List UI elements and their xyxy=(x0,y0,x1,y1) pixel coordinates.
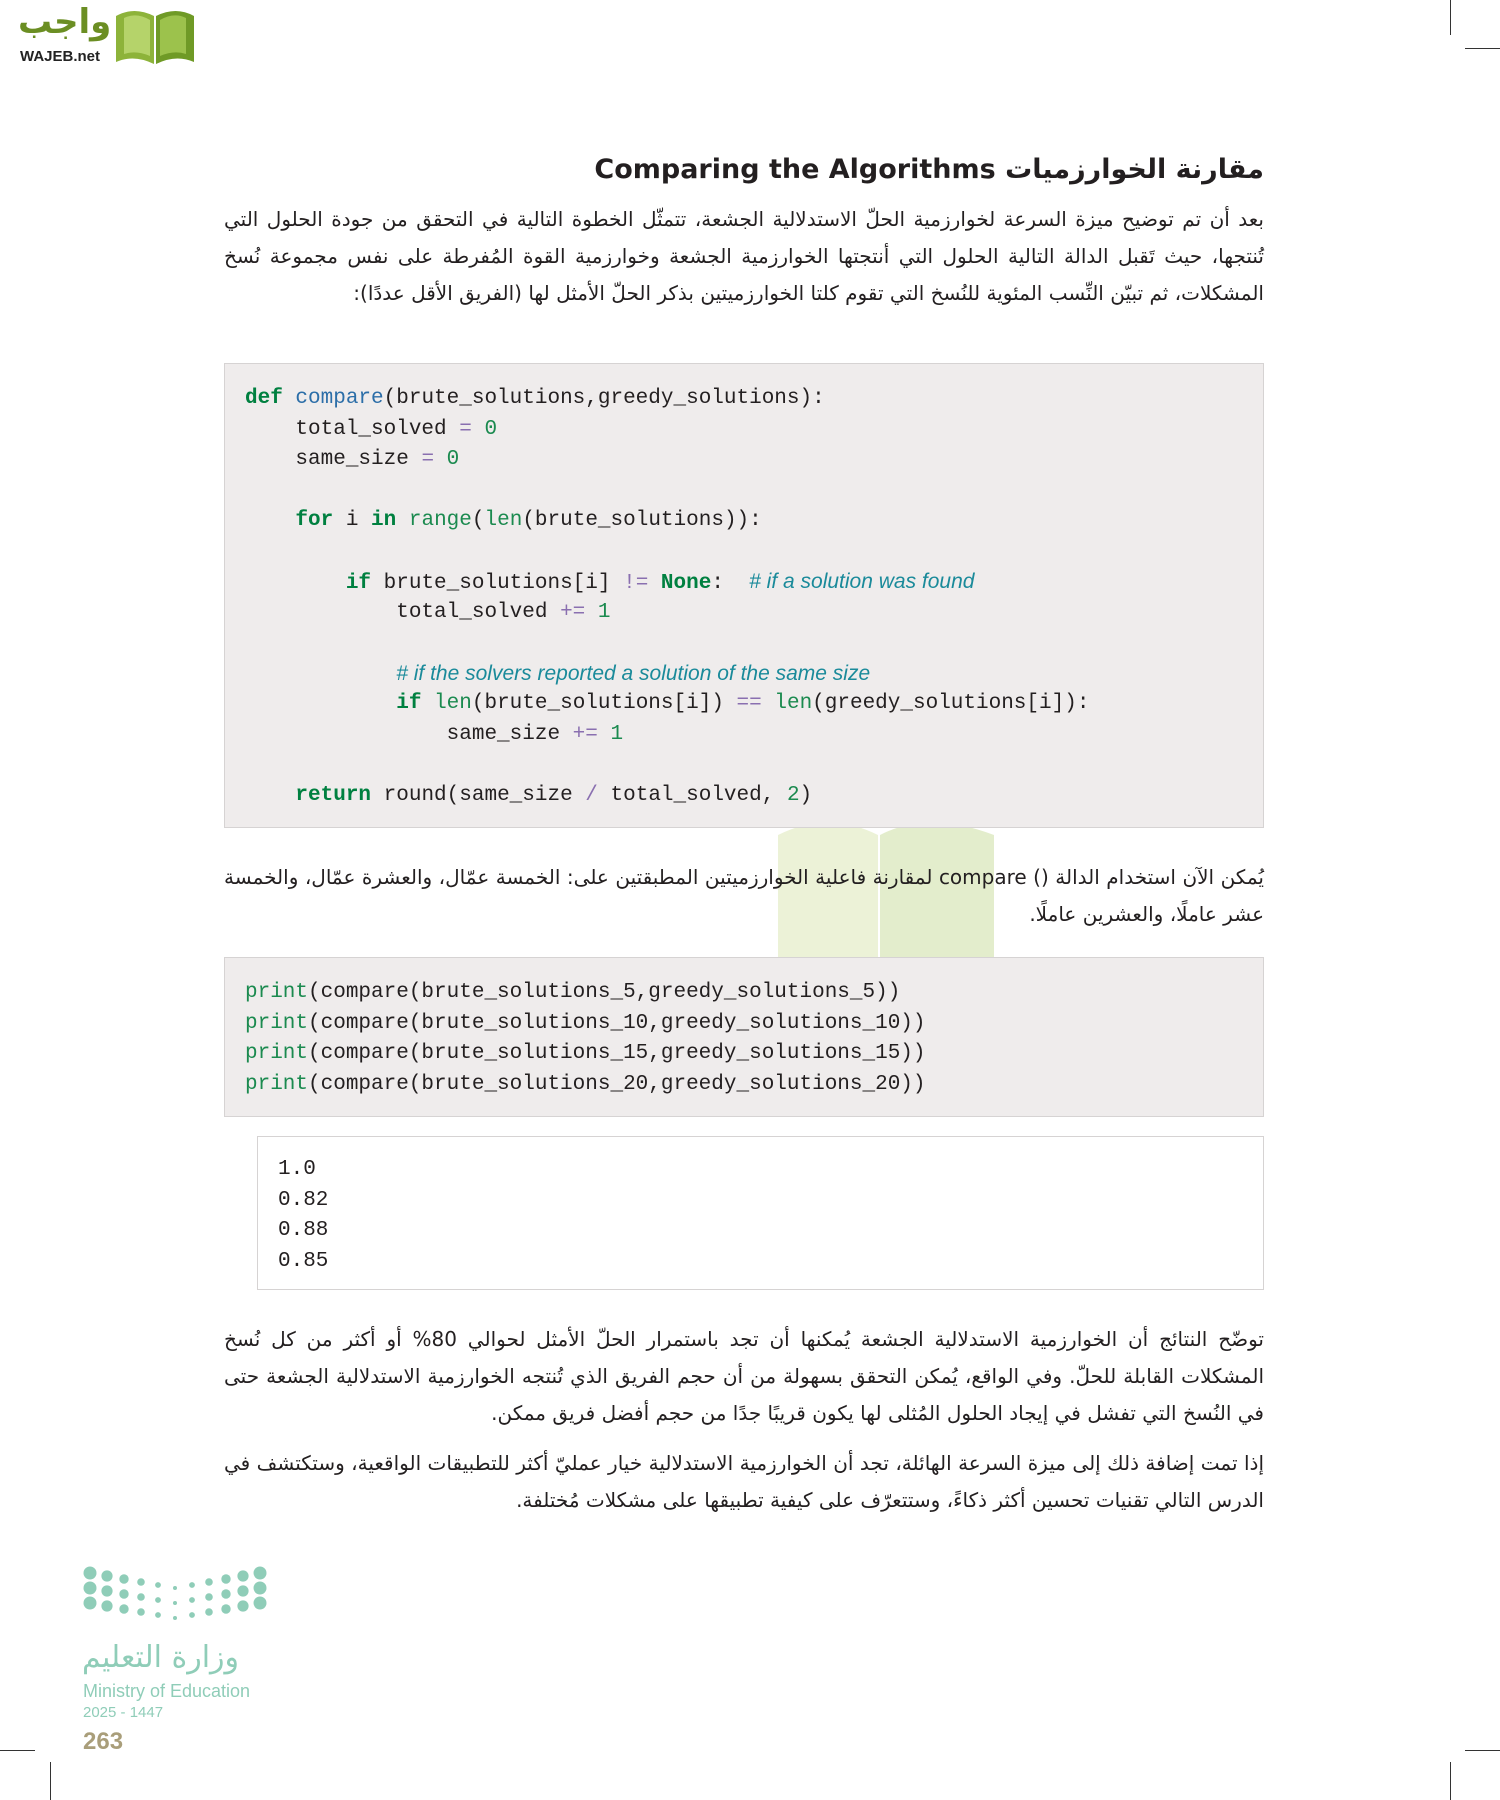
code-token-kw: in xyxy=(371,509,397,532)
code-token-kw: if xyxy=(396,692,422,715)
code-token-tx: : xyxy=(711,572,750,595)
code-token-num: 0 xyxy=(446,448,460,471)
logo-dot xyxy=(119,1589,128,1598)
code-line xyxy=(245,689,1263,720)
logo-dot xyxy=(119,1604,128,1613)
output-line: 0.88 xyxy=(278,1219,329,1242)
code-token-tx: brute_solutions[i] xyxy=(371,572,624,595)
crop-mark xyxy=(1450,0,1451,35)
section-heading: مقارنة الخوارزميات Comparing the Algorithms xyxy=(594,154,1264,185)
code-token-tx: (brute_solutions[i]) xyxy=(471,692,737,715)
code-token-kw: if xyxy=(345,572,372,595)
code-token-tx xyxy=(396,509,409,532)
code-token-tx xyxy=(585,601,598,624)
logo-dot xyxy=(137,1578,145,1586)
intro-paragraph: بعد أن تم توضيح ميزة السرعة لخوارزمية الحلّ الاستدلالية الجشعة، تتمثّل الخطوة التالية في التحقق من جودة الحلول التي تُنتجها، حيث تَقبل الدالة التالية الحلول التي أنتجتها الخوارزمية الجشعة وخوارزمية القوة المُفرطة على نفس مجموعة نُسخ المشكلات، ثم تبيّن النِّسب المئوية للنُسخ التي تقوم كلتا الخوارزميتين بذكر الحلّ الأمثل لها (الفريق الأقل عددًا): xyxy=(224,207,1264,305)
output-block xyxy=(257,1136,1264,1290)
code-token-tx xyxy=(421,692,434,715)
code-token-tx: same_size xyxy=(245,448,422,471)
logo-dot xyxy=(237,1600,248,1611)
logo-dot xyxy=(155,1582,161,1588)
logo-dot xyxy=(173,1616,177,1620)
crop-mark xyxy=(0,1750,35,1751)
logo-dot xyxy=(101,1570,112,1581)
logo-dot xyxy=(221,1574,230,1583)
code-token-tx xyxy=(648,572,661,595)
code-token-tx: total_solved xyxy=(245,600,561,624)
ministry-name-arabic: وزارة التعليم xyxy=(82,1640,240,1675)
code-token-tx: ( xyxy=(471,509,485,532)
code-line xyxy=(245,720,1263,751)
code-token-fn: compare xyxy=(295,387,384,410)
code-token-bi: print xyxy=(245,1011,309,1035)
code-line xyxy=(245,445,1263,476)
logo-dot xyxy=(173,1586,177,1590)
code-token-op: += xyxy=(560,600,586,624)
code-token-tx: same_size xyxy=(245,722,573,746)
logo-dot xyxy=(173,1601,177,1605)
code-line xyxy=(245,476,1263,507)
code-token-num: 2 xyxy=(786,783,800,807)
code-line xyxy=(245,750,1263,781)
code-token-bi: len xyxy=(484,509,523,532)
logo-dot xyxy=(254,1597,267,1610)
conclusion-paragraph: إذا تمت إضافة ذلك إلى ميزة السرعة الهائلة، تجد أن الخوارزمية الاستدلالية خيار عمليّ أكثر للتطبيقات الواقعية، وستكتشف في الدرس التالي تقنيات تحسين أكثر ذكاءً، وستتعرّف على كيفية تطبيقها على مشكلات مُختلفة. xyxy=(224,1451,1264,1512)
code-token-tx: round(same_size xyxy=(371,783,586,807)
logo-dot xyxy=(205,1608,213,1616)
code-token-tx xyxy=(762,692,775,715)
code-token-bi: range xyxy=(408,509,472,532)
code-line xyxy=(245,1070,1263,1101)
page-content xyxy=(224,150,1264,1519)
code-token-bi: print xyxy=(245,981,309,1004)
code-token-cm: # if the solvers reported a solution of the same size xyxy=(396,661,871,685)
code-token-op: == xyxy=(736,692,762,715)
code-token-tx: (compare(brute_solutions_10,greedy_solutions_10)) xyxy=(308,1011,926,1035)
crop-mark xyxy=(50,1762,51,1800)
logo-dot xyxy=(189,1582,195,1588)
code-line xyxy=(245,1009,1263,1040)
logo-dot xyxy=(254,1567,267,1580)
code-line xyxy=(245,415,1263,446)
code-token-tx xyxy=(434,448,447,471)
code-token-num: 1 xyxy=(597,600,611,624)
logo-dot xyxy=(205,1578,213,1586)
code-token-tx: (compare(brute_solutions_5,greedy_solutions_5)) xyxy=(308,981,901,1004)
code-token-tx: ) xyxy=(799,783,813,807)
logo-dot xyxy=(101,1600,112,1611)
code-token-tx xyxy=(472,418,485,441)
logo-dot xyxy=(155,1612,161,1618)
logo-dot xyxy=(119,1574,128,1583)
crop-mark xyxy=(1450,1762,1451,1800)
logo-latin: WAJEB.net xyxy=(20,48,101,65)
code-token-tx: (brute_solutions)): xyxy=(522,509,762,532)
code-token-tx xyxy=(245,784,295,807)
code-token-bi: len xyxy=(434,692,472,715)
logo-arabic: واجب xyxy=(18,2,112,42)
code-token-tx: total_solved, xyxy=(597,783,787,807)
ministry-year: 2025 - 1447 xyxy=(83,1704,164,1721)
output-line: 0.82 xyxy=(278,1188,329,1212)
code-line xyxy=(245,628,1263,659)
logo-dot xyxy=(84,1597,97,1610)
code-token-bi: print xyxy=(245,1072,309,1096)
logo-dot xyxy=(155,1597,161,1603)
logo-dot xyxy=(205,1593,213,1601)
ministry-name-english: Ministry of Education xyxy=(83,1681,251,1701)
logo-dot xyxy=(189,1597,195,1603)
results-paragraph: توضّح النتائج أن الخوارزمية الاستدلالية الجشعة يُمكنها أن تجد باستمرار الحلّ الأمثل لحوالي 80% أو أكثر من كل نُسخ المشكلات القابلة للحلّ. وفي الواقع، يُمكن التحقق بسهولة من أن حجم الفريق الذي تُنتجه الخوارزمية الاستدلالية الجشعة حتى في النُسخ التي تفشل في إيجاد الحلول المُثلى لها يكون قريبًا جدًا من حجم أفضل فريق ممكن. xyxy=(224,1327,1264,1425)
logo-dot xyxy=(237,1570,248,1581)
code-token-kw: for xyxy=(295,509,334,532)
logo-dot xyxy=(237,1585,248,1596)
code-token-num: 0 xyxy=(484,417,498,441)
code-token-tx: (compare(brute_solutions_15,greedy_solutions_15)) xyxy=(308,1042,926,1065)
code-line xyxy=(245,384,1263,415)
code-line xyxy=(245,978,1263,1009)
code-token-bi: len xyxy=(774,692,813,715)
code-token-tx: (greedy_solutions[i]): xyxy=(812,692,1090,715)
code-token-cm: # if a solution was found xyxy=(749,570,975,593)
output-line: 1.0 xyxy=(278,1158,316,1181)
code-token-op: = xyxy=(459,417,472,441)
code-token-op: / xyxy=(585,783,598,807)
code-token-tx: (brute_solutions,greedy_solutions): xyxy=(383,387,825,410)
usage-paragraph: يُمكن الآن استخدام الدالة () compare لمقارنة فاعلية الخوارزميتين المطبقتين على: الخمسة عمّال، والعشرة عمّال، والخمسة عشر عاملًا، والعشرين عاملًا. xyxy=(224,865,1264,926)
code-line xyxy=(245,537,1263,568)
book-icon xyxy=(114,6,196,66)
logo-dot xyxy=(137,1608,145,1616)
ministry-logo-dots xyxy=(82,1563,272,1633)
crop-mark xyxy=(1465,48,1500,49)
code-token-tx xyxy=(283,387,296,410)
crop-mark xyxy=(1465,1750,1500,1751)
logo-dot xyxy=(221,1604,230,1613)
page-number: 263 xyxy=(83,1728,124,1755)
code-token-op: != xyxy=(623,572,649,595)
code-token-tx: total_solved xyxy=(245,417,460,441)
code-token-tx xyxy=(245,692,396,715)
output-line: 0.85 xyxy=(278,1249,329,1273)
code-line xyxy=(245,598,1263,629)
logo-dot xyxy=(221,1589,230,1598)
logo-dot xyxy=(84,1567,97,1580)
code-token-kw: None xyxy=(660,572,712,595)
logo-dot xyxy=(137,1593,145,1601)
code-token-kw: return xyxy=(295,783,372,807)
logo-dot xyxy=(84,1582,97,1595)
code-block-print-calls xyxy=(224,957,1264,1117)
code-token-tx xyxy=(245,664,396,687)
code-token-tx: (compare(brute_solutions_20,greedy_solutions_20)) xyxy=(308,1072,926,1096)
logo-dot xyxy=(254,1582,267,1595)
code-token-op: += xyxy=(572,722,598,746)
code-token-num: 1 xyxy=(610,722,624,746)
code-line xyxy=(245,781,1263,812)
code-token-tx xyxy=(598,723,611,746)
code-token-tx xyxy=(245,572,346,595)
code-line xyxy=(245,1039,1263,1070)
code-token-bi: print xyxy=(245,1042,309,1065)
code-token-tx: i xyxy=(333,509,372,532)
code-line xyxy=(245,506,1263,537)
code-line xyxy=(245,659,1263,690)
code-block-compare-function xyxy=(224,363,1264,828)
code-token-op: = xyxy=(421,448,435,471)
logo-dot xyxy=(189,1612,195,1618)
logo-dot xyxy=(101,1585,112,1596)
code-line xyxy=(245,567,1263,598)
code-token-tx xyxy=(245,509,295,532)
wajeb-logo[interactable] xyxy=(8,2,193,68)
code-token-kw: def xyxy=(245,387,283,410)
